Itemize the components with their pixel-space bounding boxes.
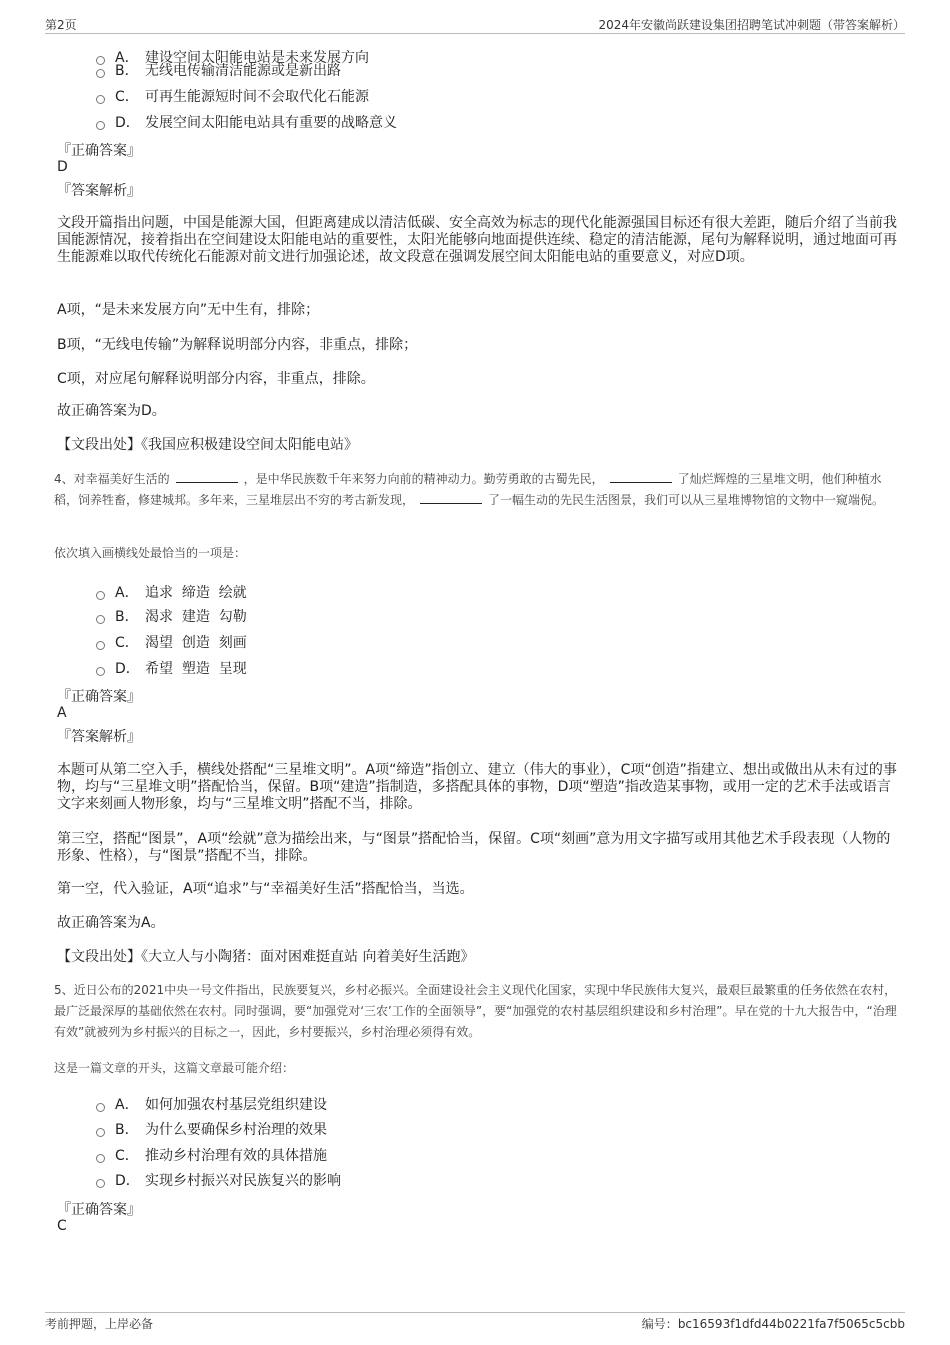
q3-option-a[interactable]: A． 建设空间太阳能电站是未来发展方向 bbox=[96, 47, 369, 67]
q4-analysis-blank1: 第一空，代入验证，A项“追求”与“幸福美好生活”搭配恰当，当选。 bbox=[57, 881, 474, 897]
q4-option-c[interactable]: C． 渴望 创造 刻画 bbox=[96, 632, 247, 652]
fill-blank-3 bbox=[420, 491, 482, 504]
q3-analysis-main: 文段开篇指出问题，中国是能源大国，但距离建成以清洁低碳、安全高效为标志的现代化能源强国目标还有很大差距，随后介绍了当前我国能源情况，接着指出在空间建设太阳能电站的重要性，太阳光能够向地面提供连续、稳定的清洁能源，尾句为解释说明，通过地面可再生能源难以取代传统化石能源对前文进行加强论述，故文段意在强调发展空间太阳能电站的重要意义，对应D项。 bbox=[57, 215, 897, 265]
radio-icon[interactable] bbox=[96, 1179, 105, 1188]
q3-analysis-b: B项，“无线电传输”为解释说明部分内容，非重点，排除； bbox=[57, 337, 418, 353]
q3-source: 【文段出处】《我国应积极建设空间太阳能电站》 bbox=[57, 437, 358, 453]
q5-answer: C bbox=[57, 1218, 67, 1234]
radio-icon[interactable] bbox=[96, 591, 105, 600]
q3-analysis-c: C项，对应尾句解释说明部分内容，非重点，排除。 bbox=[57, 371, 375, 387]
page-number: 第2页 bbox=[45, 18, 77, 32]
q4-conclusion: 故正确答案为A。 bbox=[57, 915, 165, 931]
radio-icon[interactable] bbox=[96, 1154, 105, 1163]
q5-option-a[interactable]: A． 如何加强农村基层党组织建设 bbox=[96, 1094, 327, 1114]
q4-option-a[interactable]: A． 追求 缔造 绘就 bbox=[96, 582, 247, 602]
q3-analysis-label: 『答案解析』 bbox=[57, 183, 141, 199]
fill-blank-2 bbox=[610, 470, 672, 483]
q4-stem: 4、对幸福美好生活的 ，是中华民族数千年来努力向前的精神动力。勤劳勇敢的古蜀先民， 了灿烂辉煌的三星堆文明，他们种植水稻，饲养牲畜，修建城邦。多年来，三星堆层出不穷的考古新发现， 了一幅生动的先民生活图景，我们可以从三星堆博物馆的文物中一窥端倪。 bbox=[54, 472, 885, 507]
q5-answer-label: 『正确答案』 bbox=[57, 1202, 141, 1218]
fill-blank-1 bbox=[176, 470, 238, 483]
radio-icon[interactable] bbox=[96, 615, 105, 624]
q5-option-b[interactable]: B． 为什么要确保乡村治理的效果 bbox=[96, 1119, 327, 1139]
q3-conclusion: 故正确答案为D。 bbox=[57, 403, 166, 419]
q4-analysis-blank2: 本题可从第二空入手，横线处搭配“三星堆文明”。A项“缔造”指创立、建立（伟大的事业），C项“创造”指建立、想出或做出从未有过的事物，均与“三星堆文明”搭配恰当，保留。B项“建造”指制造，多搭配具体的事物，D项“塑造”指改造某事物，或用一定的艺术手法或语言文字来刻画人物形象，均与“三星堆文明”搭配不当，排除。 bbox=[57, 762, 897, 812]
q4-analysis-label: 『答案解析』 bbox=[57, 729, 141, 745]
radio-icon[interactable] bbox=[96, 1128, 105, 1137]
q5-stem: 5、近日公布的2021中央一号文件指出，民族要复兴，乡村必振兴。全面建设社会主义现代化国家，实现中华民族伟大复兴，最艰巨最繁重的任务依然在农村，最广泛最深厚的基础依然在农村。同时强调，要“加强党对‘三农’工作的全面领导”，要“加强党的农村基层组织建设和乡村治理”。早在党的十九大报告中，“治理有效”就被列为乡村振兴的目标之一，因此，乡村要振兴，乡村治理必须得有效。 bbox=[54, 983, 897, 1039]
q3-option-c[interactable]: C． 可再生能源短时间不会取代化石能源 bbox=[96, 86, 369, 106]
q4-answer: A bbox=[57, 705, 67, 721]
radio-icon[interactable] bbox=[96, 1103, 105, 1112]
radio-icon[interactable] bbox=[96, 95, 105, 104]
q5-option-c[interactable]: C． 推动乡村治理有效的具体措施 bbox=[96, 1145, 327, 1165]
radio-icon[interactable] bbox=[96, 667, 105, 676]
q5-option-d[interactable]: D． 实现乡村振兴对民族复兴的影响 bbox=[96, 1170, 341, 1190]
radio-icon[interactable] bbox=[96, 69, 105, 78]
q4-source: 【文段出处】《大立人与小陶猪：面对困难挺直站 向着美好生活跑》 bbox=[57, 949, 475, 965]
q5-prompt: 这是一篇文章的开头，这篇文章最可能介绍： bbox=[54, 1061, 295, 1075]
q4-prompt: 依次填入画横线处最恰当的一项是： bbox=[54, 546, 247, 560]
q4-option-b[interactable]: B． 渴求 建造 勾勒 bbox=[96, 606, 247, 626]
q4-option-d[interactable]: D． 希望 塑造 呈现 bbox=[96, 658, 247, 678]
radio-icon[interactable] bbox=[96, 641, 105, 650]
radio-icon[interactable] bbox=[96, 121, 105, 130]
q4-answer-label: 『正确答案』 bbox=[57, 689, 141, 705]
header-divider bbox=[45, 33, 905, 34]
footer-divider bbox=[45, 1312, 905, 1313]
q3-option-d[interactable]: D． 发展空间太阳能电站具有重要的战略意义 bbox=[96, 112, 397, 132]
q3-answer-label: 『正确答案』 bbox=[57, 143, 141, 159]
q3-answer: D bbox=[57, 159, 68, 175]
document-title: 2024年安徽尚跃建设集团招聘笔试冲刺题（带答案解析） bbox=[598, 18, 905, 32]
footer-code: 编号：bc16593f1dfd44b0221fa7f5065c5cbb bbox=[641, 1317, 905, 1331]
footer-slogan: 考前押题，上岸必备 bbox=[45, 1317, 154, 1331]
q3-analysis-a: A项，“是未来发展方向”无中生有，排除； bbox=[57, 302, 320, 318]
q3-option-b[interactable]: B． 无线电传输清洁能源或是新出路 bbox=[96, 60, 341, 80]
q4-analysis-blank3: 第三空，搭配“图景”，A项“绘就”意为描绘出来，与“图景”搭配恰当，保留。C项“刻画”意为用文字描写或用其他艺术手段表现（人物的形象、性格），与“图景”搭配不当，排除。 bbox=[57, 831, 891, 864]
